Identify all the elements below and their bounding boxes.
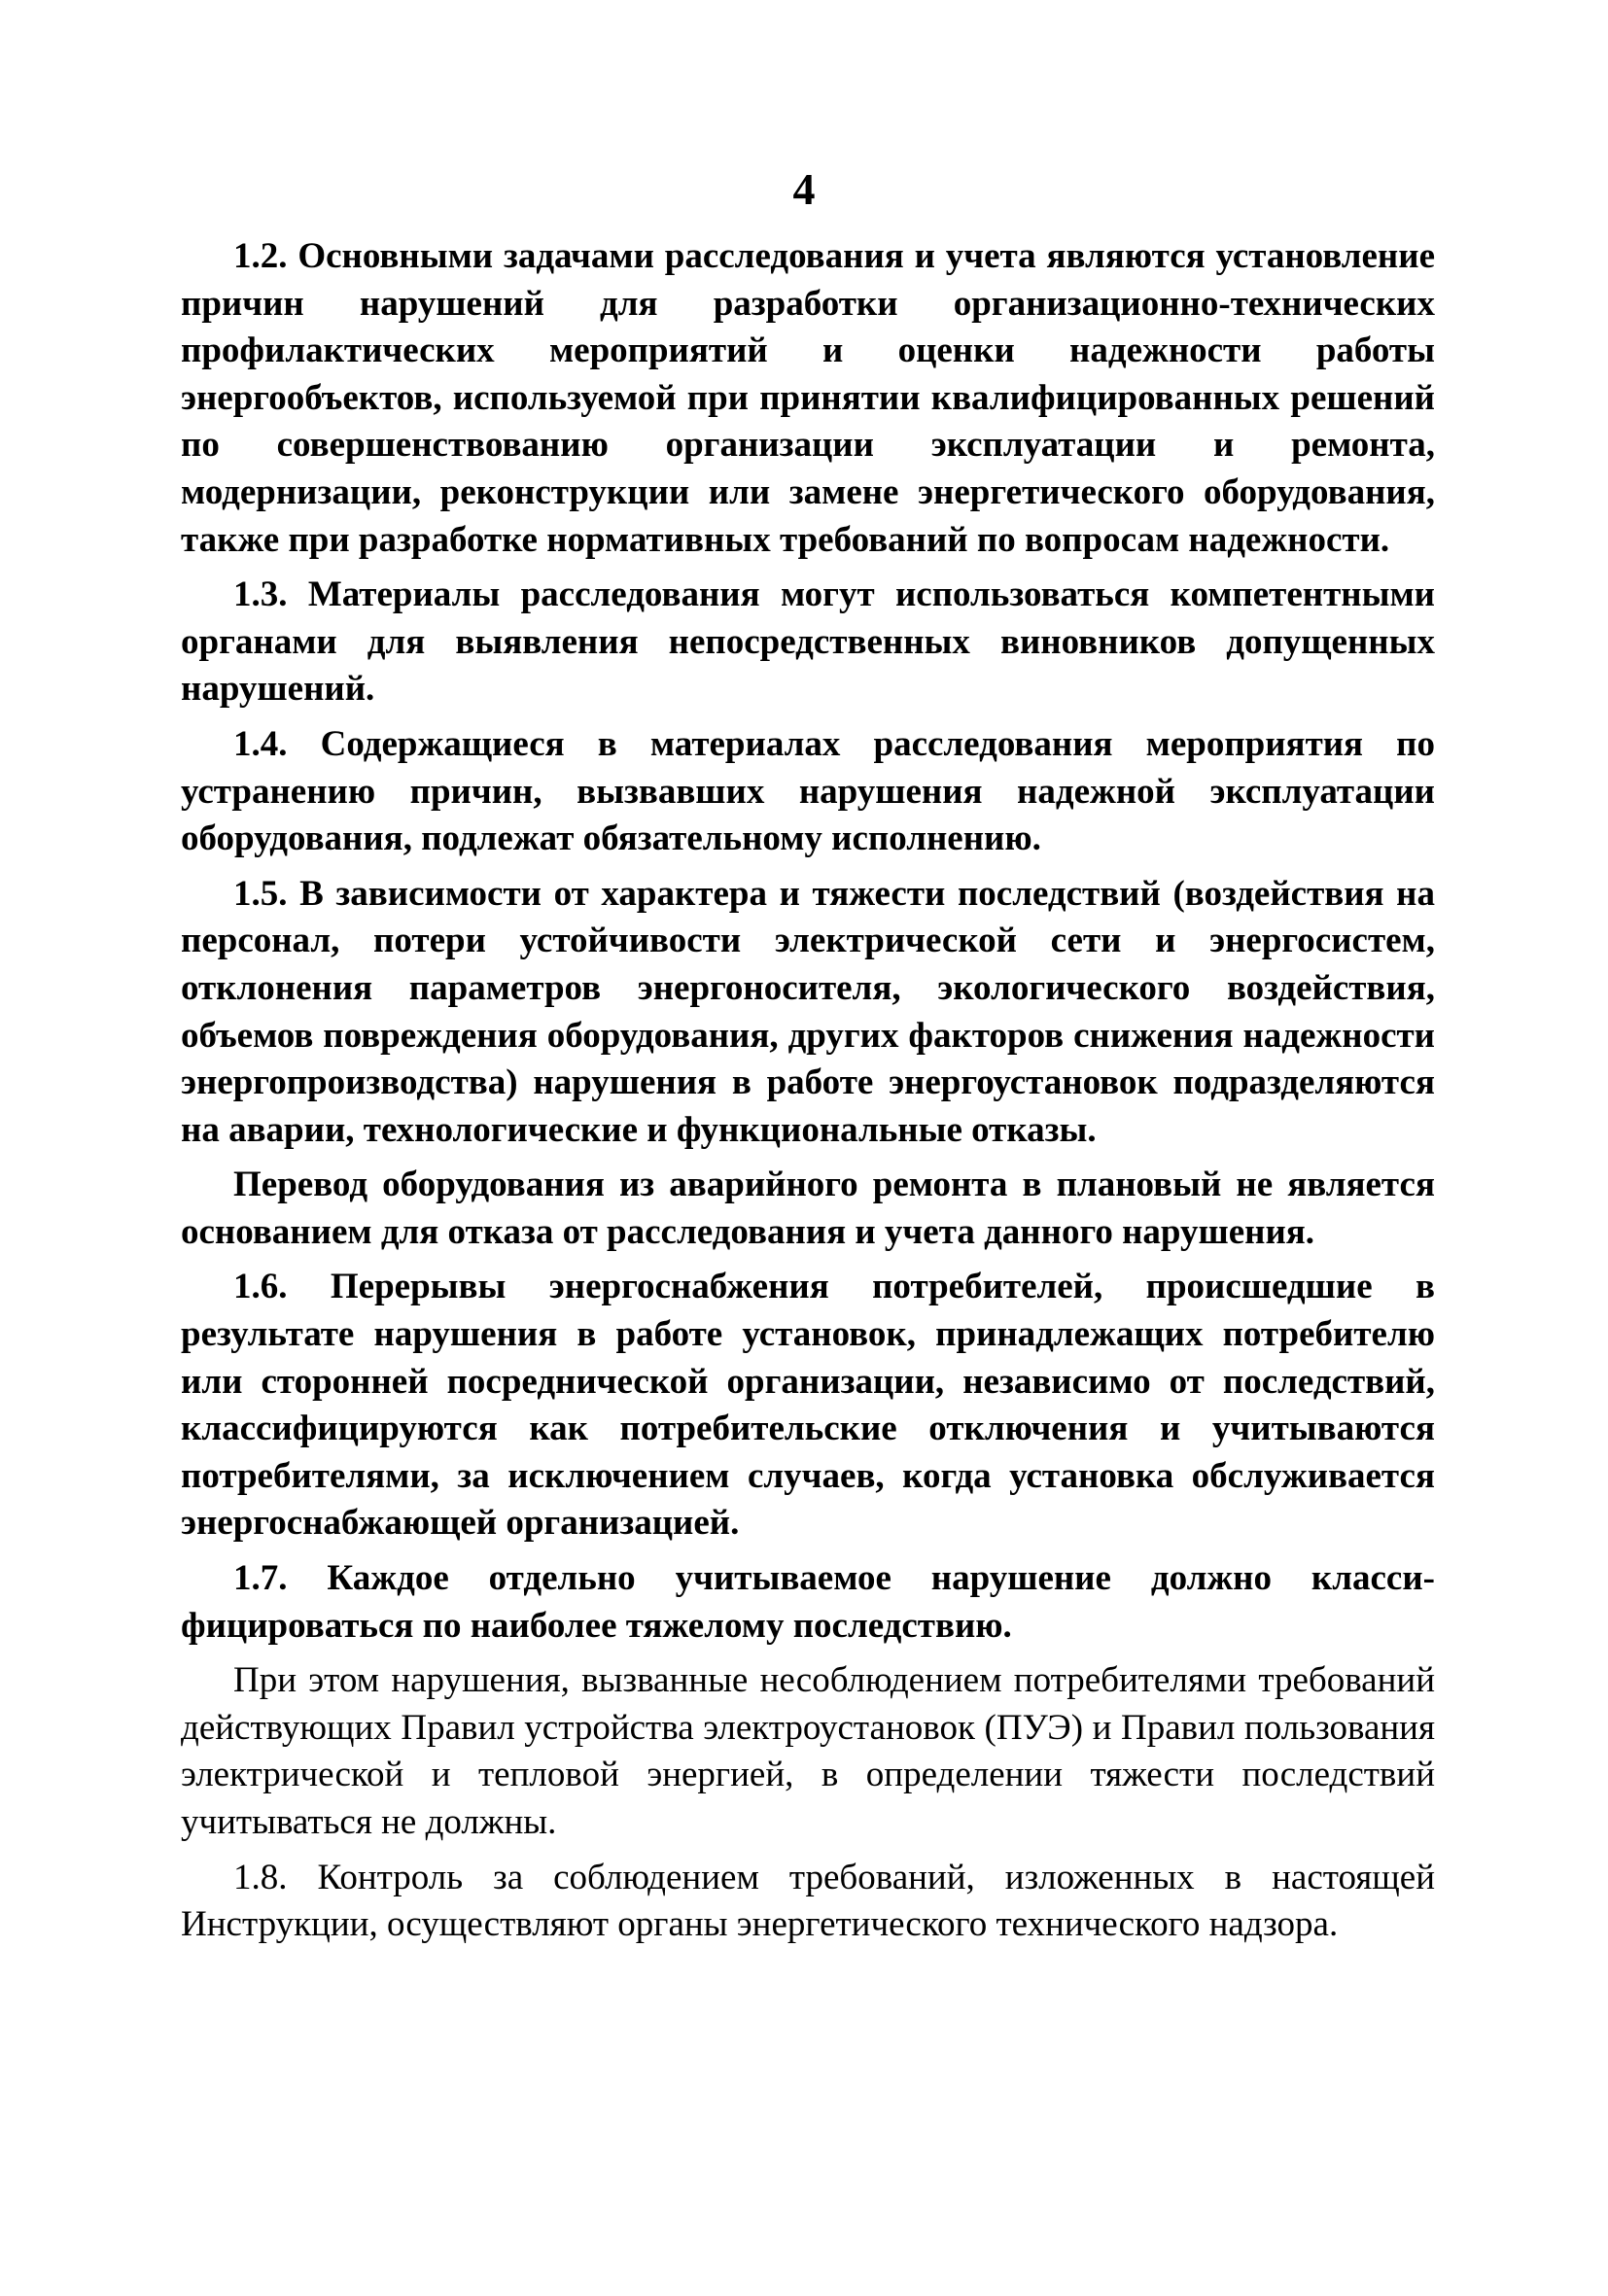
paragraph-1-3: 1.3. Материалы расследования могут использоваться компетентными органами для выявления непосредственных виновников допущенных нарушений. [181,574,1435,710]
page-body [181,233,1435,1957]
paragraph-1-7-note: При этом нарушения, вызванные несоблюдением потребителями требований действующих Правил устройства электроустановок (ПУЭ) и Правил пользования электрической и тепловой энергией, в определении тяжести последствий учитываться не должны. [181,1660,1435,1842]
paragraph-1-5-note: Перевод оборудования из аварийного ремонта в плановый не является основанием для отказа от расследования и учета данного нарушения. [181,1165,1435,1252]
paragraph-1-8: 1.8. Контроль за соблюдением требований, изложенных в настоящей Инструкции, осуществляют органы энергетического технического надзора. [181,1857,1435,1945]
page-number: 4 [792,164,816,214]
paragraph-1-5: 1.5. В зависимости от характера и тяжести последствий (воздействия на персонал, потери устойчивости электрической сети и энергосистем, отклонения параметров энергоносителя, экологического воздействия, объемов повреждения оборудования, других факторов снижения надежности энергопроизводства) нарушения в работе энергоустановок подразделяются на аварии, технологические и функциональные отказы. [181,873,1435,1150]
paragraph-1-4: 1.4. Содержащиеся в материалах расследования мероприятия по устранению причин, вызвавших нарушения надежной эксплуатации оборудования, подлежат обязательному исполнению. [181,723,1435,859]
paragraph-1-6: 1.6. Перерывы энергоснабжения потребителей, происшедшие в результате нарушения в работе установок, принадлежащих потребителю или сторонней посреднической организации, независимо от последствий, классифицируются как потребительские отключения и учитываются потребителями, за исключением случаев, когда установка обслуживается энергоснабжающей организацией. [181,1267,1435,1544]
paragraph-1-2: 1.2. Основными задачами расследования и учета являются установление причин нарушений для разработки организационно-технических профилактических мероприятий и оценки надежности работы энергообъектов, используемой при принятии квалифицированных решений по совершенствованию организации эксплуатации и ремонта, модернизации, реконструкции или замене энергетического оборудования, также при разработке нормативных требований по вопросам надежности. [181,236,1435,560]
paragraph-1-7: 1.7. Каждое отдельно учитываемое нарушение должно классифицироваться по наиболее тяжелому последствию. [181,1558,1435,1646]
